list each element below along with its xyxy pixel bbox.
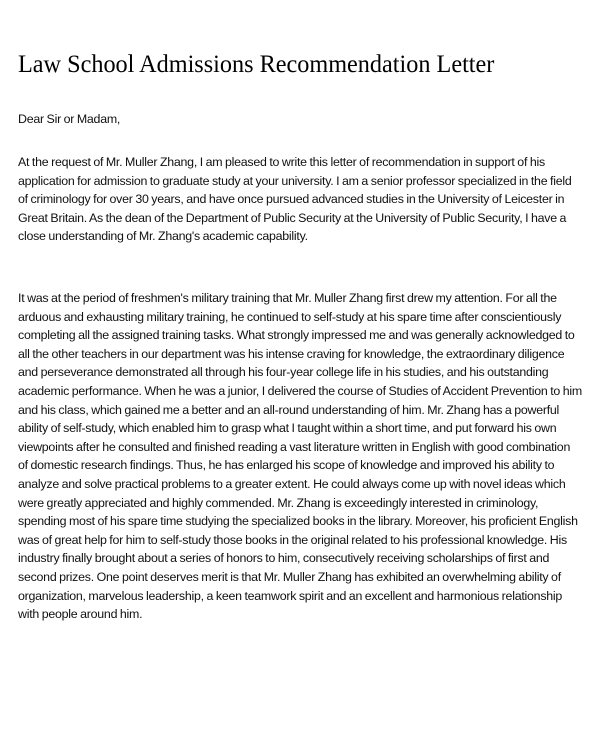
paragraph-1: At the request of Mr. Muller Zhang, I am pleased to write this letter of recommendation in support of his application for admission to graduate study at your university. I am a senior professor specialized in the field of criminology for over 30 years, and have once pursued advanced studies in the University of Leicester in Great Britain. As the dean of the Department of Public Security at the University of Public Security, I have a close understanding of Mr. Zhang's academic capability. xyxy=(18,155,572,244)
paragraph-2: It was at the period of freshmen's military training that Mr. Muller Zhang first drew my attention. For all the arduous and exhausting military training, he continued to self-study at his spare time after conscientiously completing all the assigned training tasks. What strongly impressed me and was generally acknowledged to all the other teachers in our department was his intense craving for knowledge, the extraordinary diligence and perseverance demonstrated all through his four-year college life in his studies, and his outstanding academic performance. When he was a junior, I delivered the course of Studies of Accident Prevention to him and his class, which gained me a better and an all-round understanding of him. Mr. Zhang has a powerful ability of self-study, which enabled him to grasp what I taught within a short time, and put forward his own viewpoints after he consulted and finished reading a vast literature written in English with good combination of domestic research findings. Thus, he has enlarged his scope of knowledge and improved his ability to analyze and solve practical problems to a greater extent. He could always come up with novel ideas which were greatly appreciated and highly commended. Mr. Zhang is exceedingly interested in criminology, spending most of his spare time studying the specialized books in the library. Moreover, his proficient English was of great help for him to self-study those books in the original related to his professional knowledge. His industry finally brought about a series of honors to him, consecutively receiving scholarships of first and second prizes. One point deserves merit is that Mr. Muller Zhang has exhibited an overwhelming ability of organization, marvelous leadership, a keen teamwork spirit and an excellent and harmonious relationship with people around him. xyxy=(18,291,582,622)
document-title: Law School Admissions Recommendation Letter xyxy=(18,49,495,78)
salutation: Dear Sir or Madam, xyxy=(18,112,121,126)
